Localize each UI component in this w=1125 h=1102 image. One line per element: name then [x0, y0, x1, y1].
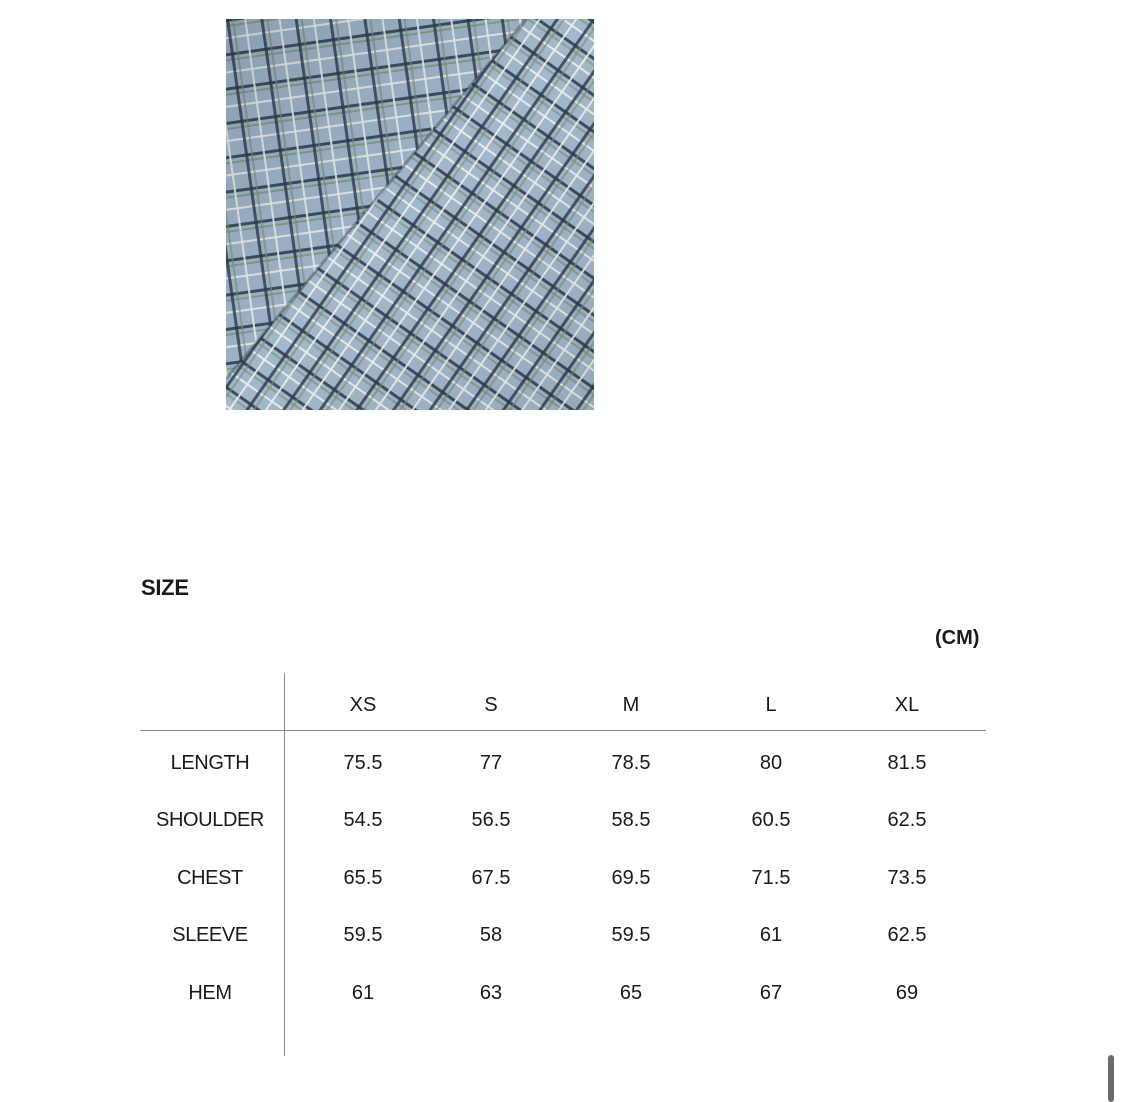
column-header-s: S — [484, 694, 498, 716]
cell-length-s: 77 — [479, 752, 503, 774]
column-header-l: L — [765, 694, 777, 716]
column-header-xl: XL — [894, 694, 920, 716]
cell-shoulder-m: 58.5 — [611, 809, 651, 831]
unit-label: (CM) — [935, 627, 980, 649]
cell-chest-xl: 73.5 — [887, 867, 927, 889]
cell-length-xs: 75.5 — [343, 752, 383, 774]
plaid-fabric-swatch-image — [226, 19, 594, 410]
column-header-xs: XS — [349, 694, 377, 716]
cell-hem-l: 67 — [759, 982, 783, 1004]
cell-length-xl: 81.5 — [887, 752, 927, 774]
size-heading: SIZE — [141, 575, 189, 600]
cell-sleeve-m: 59.5 — [611, 924, 651, 946]
cell-length-l: 80 — [759, 752, 783, 774]
column-header-m: M — [622, 694, 640, 716]
fabric-swatch-graphic — [226, 19, 594, 410]
row-label-chest: CHEST — [177, 867, 243, 889]
cell-sleeve-s: 58 — [479, 924, 503, 946]
cell-shoulder-s: 56.5 — [471, 809, 511, 831]
cell-hem-s: 63 — [479, 982, 503, 1004]
cell-hem-xs: 61 — [351, 982, 375, 1004]
row-label-sleeve: SLEEVE — [172, 924, 248, 946]
cell-sleeve-xs: 59.5 — [343, 924, 383, 946]
cell-shoulder-xs: 54.5 — [343, 809, 383, 831]
cell-shoulder-l: 60.5 — [751, 809, 791, 831]
cell-hem-xl: 69 — [895, 982, 919, 1004]
cell-chest-m: 69.5 — [611, 867, 651, 889]
cell-chest-s: 67.5 — [471, 867, 511, 889]
table-header-divider — [140, 730, 986, 731]
row-label-hem: HEM — [188, 982, 232, 1004]
cell-chest-l: 71.5 — [751, 867, 791, 889]
cell-sleeve-l: 61 — [759, 924, 783, 946]
cell-length-m: 78.5 — [611, 752, 651, 774]
cell-sleeve-xl: 62.5 — [887, 924, 927, 946]
cell-chest-xs: 65.5 — [343, 867, 383, 889]
cell-shoulder-xl: 62.5 — [887, 809, 927, 831]
cell-hem-m: 65 — [619, 982, 643, 1004]
scrollbar-thumb[interactable] — [1108, 1055, 1114, 1102]
row-label-shoulder: SHOULDER — [156, 809, 264, 831]
row-label-length: LENGTH — [170, 752, 250, 774]
